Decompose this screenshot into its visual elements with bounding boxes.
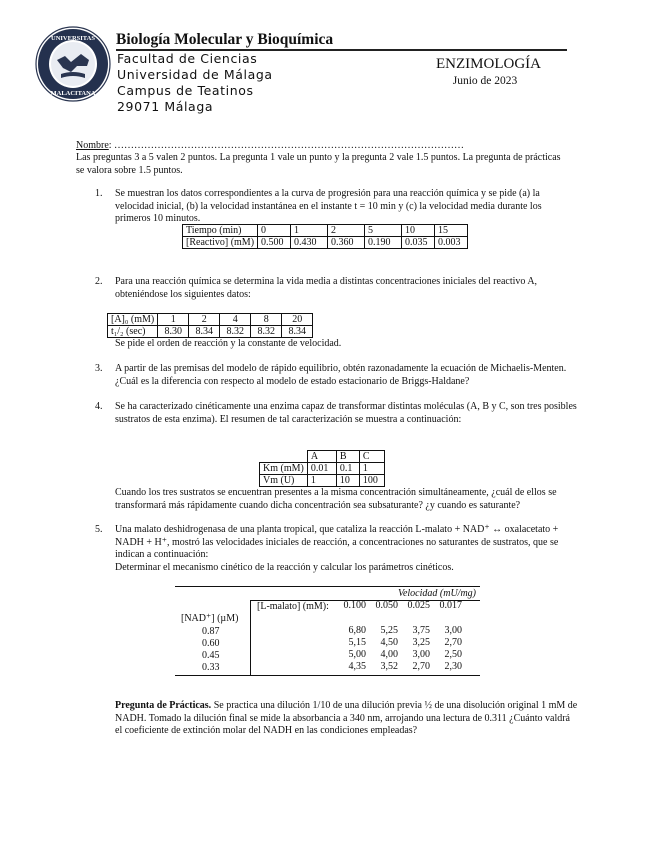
- table-cell: 0.025: [407, 600, 430, 611]
- q2-request: Se pide el orden de reacción y la constante de velocidad.: [115, 338, 342, 349]
- table-cell: 5,25: [380, 625, 398, 636]
- table-cell: 0: [258, 225, 291, 237]
- table-cell: 10: [336, 475, 359, 487]
- table-cell: 4,50: [380, 637, 398, 648]
- table-cell: 4: [220, 314, 251, 326]
- table-cell: 8.30: [158, 326, 189, 338]
- name-blank: : ……………………………………………………………………………………………: [108, 140, 465, 151]
- table-row: [338, 612, 466, 625]
- q5-malate-label: [L-malato] (mM):: [257, 601, 329, 612]
- university-seal-logo: [35, 26, 111, 102]
- table-cell: Vm (U): [260, 475, 308, 487]
- table-cell: 8.34: [282, 326, 313, 338]
- q5-nad-value: 0.45: [202, 650, 220, 661]
- table-cell: 6,80: [348, 625, 366, 636]
- svg-text:MALACITANA: MALACITANA: [50, 90, 96, 97]
- table-cell: 3,25: [412, 637, 430, 648]
- table-cell: 2,50: [444, 649, 462, 660]
- table-cell: 10: [402, 225, 435, 237]
- q5-velocity-table: [338, 600, 466, 673]
- table-cell: 1: [307, 475, 336, 487]
- q3-number: 3.: [95, 363, 103, 374]
- svg-text:UNIVERSITAS: UNIVERSITAS: [51, 35, 95, 42]
- table-cell: 2: [328, 225, 365, 237]
- table-cell: 3,00: [412, 649, 430, 660]
- table-cell: 0.050: [375, 600, 398, 611]
- table-row: [183, 237, 468, 249]
- q5-instruction: Determinar el mecanismo cinético de la reacción y calcular los parámetros cinéticos.: [115, 562, 454, 573]
- table-cell: 3,75: [412, 625, 430, 636]
- table-cell: 4,00: [380, 649, 398, 660]
- table-row: [260, 463, 385, 475]
- table-cell: 0.430: [291, 237, 328, 249]
- table-cell: 5,00: [348, 649, 366, 660]
- table-row: [260, 475, 385, 487]
- table-cell: 0.01: [307, 463, 336, 475]
- q5-velocity-header: Velocidad (mU/mg): [397, 588, 476, 599]
- practicas-label: Pregunta de Prácticas.: [115, 700, 212, 711]
- table-cell: B: [336, 451, 359, 463]
- table-cell: Km (mM): [260, 463, 308, 475]
- table-cell: C: [359, 451, 384, 463]
- table-cell: 5,15: [348, 637, 366, 648]
- table-cell: 1: [291, 225, 328, 237]
- table-cell: 0.1: [336, 463, 359, 475]
- faculty-name: Facultad de Ciencias: [117, 51, 258, 66]
- table-cell: 3,00: [444, 625, 462, 636]
- table-cell: 2: [189, 314, 220, 326]
- q5-nad-value: 0.87: [202, 626, 220, 637]
- table-cell: 0.017: [439, 600, 462, 611]
- practicas-text: Se practica una dilución 1/10 de una dilución previa ½ de una disolución original 1 mM de NADH. Tomado la dilución final se mide la absorbancia a 340 nm, arrojando una lectura de 0.311 ¿Cuánto valdrá el coeficiente de extinción molar del NADH en las condiciones empleadas?: [115, 700, 578, 737]
- q2-halflife-table: [107, 313, 313, 338]
- table-cell: 0.360: [328, 237, 365, 249]
- campus-name: Campus de Teatinos: [117, 83, 254, 98]
- q4-text: Se ha caracterizado cinéticamente una enzima capaz de transformar distintas moléculas (A, B y C, son tres posibles sustratos de esta enzima). El resumen de tal caracterización se muestra a continuación:: [115, 401, 577, 425]
- table-cell: 8.32: [220, 326, 251, 338]
- table-cell: 2,70: [444, 637, 462, 648]
- table-row: [338, 637, 466, 649]
- q4-kinetics-table: [259, 450, 385, 487]
- q2-number: 2.: [95, 276, 103, 287]
- q5-text: Una malato deshidrogenasa de una planta tropical, que cataliza la reacción L-malato + NAD⁺ ↔ oxalacetato + NADH + H⁺, mostró las velocidades iniciales de reacción, a concentraciones no saturantes de sustratos, que se indican a continuación:: [115, 524, 559, 561]
- table-cell: 2,30: [444, 661, 462, 672]
- table-cell: 1: [158, 314, 189, 326]
- q5-number: 5.: [95, 524, 103, 535]
- q1-number: 1.: [95, 188, 103, 199]
- table-cell: 0.500: [258, 237, 291, 249]
- q5-table-top-rule: [175, 586, 480, 587]
- table-row: [338, 600, 466, 612]
- scoring-note: Las preguntas 3 a 5 valen 2 puntos. La pregunta 1 vale un punto y la pregunta 2 vale 1.5 puntos. La pregunta de prácticas se valora sobre 1.5 puntos.: [76, 152, 561, 176]
- q4-question: Cuando los tres sustratos se encuentran presentes a la misma concentración simultáneamente, ¿cuál de ellos se transformará más rápidamente cuando dicha concentración sea subsaturante? ¿y cuando es saturante?: [115, 487, 557, 511]
- table-row: [260, 451, 385, 463]
- table-row: [183, 225, 468, 237]
- table-cell: 0.190: [365, 237, 402, 249]
- table-cell: 2,70: [412, 661, 430, 672]
- table-row: [338, 625, 466, 637]
- q5-stub-divider: [250, 600, 251, 676]
- table-cell: 8: [251, 314, 282, 326]
- student-name-line: [76, 140, 576, 153]
- table-cell: 8.34: [189, 326, 220, 338]
- table-row: [338, 661, 466, 673]
- table-cell: 4,35: [348, 661, 366, 672]
- q5-nad-label: [NAD⁺] (µM): [181, 613, 239, 624]
- practicas-question: [115, 700, 578, 738]
- table-cell: [Reactivo] (mM): [183, 237, 258, 249]
- table-cell: 3,52: [380, 661, 398, 672]
- table-row: [108, 314, 313, 326]
- table-cell: t₁/₂ (sec): [108, 326, 158, 338]
- q4-number: 4.: [95, 401, 103, 412]
- table-cell: 100: [359, 475, 384, 487]
- q5-nad-value: 0.33: [202, 662, 220, 673]
- table-cell: 1: [359, 463, 384, 475]
- table-row: [108, 326, 313, 338]
- table-cell: Tiempo (min): [183, 225, 258, 237]
- table-row: [338, 649, 466, 661]
- q3-text: A partir de las premisas del modelo de rápido equilibrio, obtén razonadamente la ecuación de Michaelis-Menten. ¿Cuál es la diferencia con respecto al modelo de estado estacionario de Briggs-Haldane?: [115, 363, 567, 387]
- exam-date: Junio de 2023: [452, 75, 518, 87]
- table-cell: [A]₀ (mM): [108, 314, 158, 326]
- q1-text: Se muestran los datos correspondientes a la curva de progresión para una reacción química y se pide (a) la velocidad inicial, (b) la velocidad instantánea en el instante t = 10 min y (c) la velocidad media durante los primeros 10 minutos.: [115, 188, 542, 225]
- q5-nad-value: 0.60: [202, 638, 220, 649]
- table-cell: 5: [365, 225, 402, 237]
- table-cell: [260, 451, 308, 463]
- university-name: Universidad de Málaga: [117, 67, 273, 82]
- q2-text: Para una reacción química se determina la vida media a distintas concentraciones iniciales del reactivo A, obteniéndose los siguientes datos:: [115, 276, 538, 300]
- name-label: Nombre: [76, 140, 109, 151]
- exam-subject: ENZIMOLOGÍA: [436, 56, 541, 72]
- table-cell: 15: [435, 225, 468, 237]
- q5-table-bottom-rule: [175, 675, 480, 676]
- q1-progress-table: [182, 224, 468, 249]
- table-cell: 8.32: [251, 326, 282, 338]
- table-cell: 20: [282, 314, 313, 326]
- table-cell: 0.003: [435, 237, 468, 249]
- postal-address: 29071 Málaga: [117, 99, 214, 114]
- table-cell: 0.035: [402, 237, 435, 249]
- table-cell: A: [307, 451, 336, 463]
- table-cell: 0.100: [343, 600, 366, 611]
- course-title: Biología Molecular y Bioquímica: [116, 31, 334, 48]
